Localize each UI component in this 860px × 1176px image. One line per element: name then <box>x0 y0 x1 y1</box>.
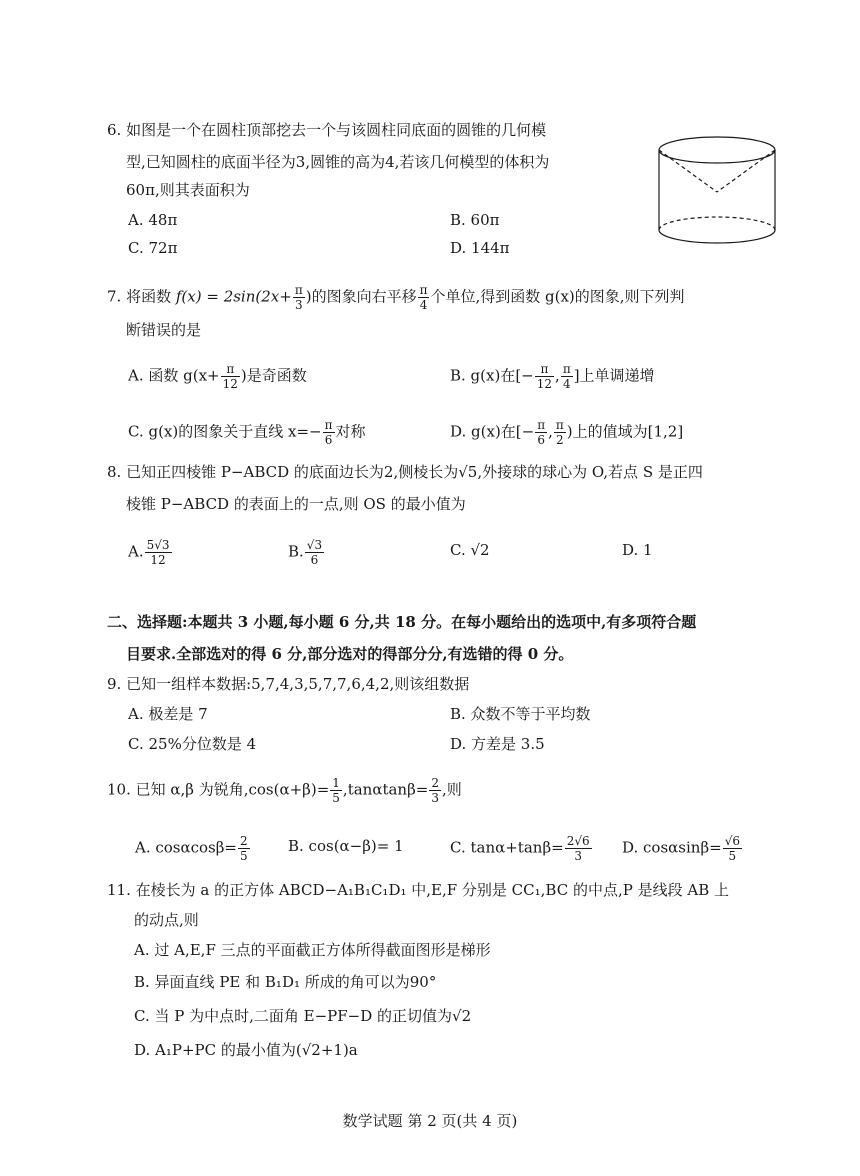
q7-c-den: 6 <box>324 433 333 447</box>
q7-a-num: π <box>221 362 240 377</box>
section-2-heading-line1: 二、选择题:本题共 3 小题,每小题 6 分,共 18 分。在每小题给出的选项中,有多项符合题 <box>107 613 697 631</box>
q8-b-num: √3 <box>306 538 323 552</box>
q10-option-d <box>622 834 743 863</box>
q7-frac-pi-4 <box>418 283 430 312</box>
q9-option-d: D. 方差是 3.5 <box>450 735 545 753</box>
q8-option-b <box>288 538 325 567</box>
q10-option-c <box>450 834 593 863</box>
q10-c-frac <box>565 834 592 863</box>
q8-option-c: C. √2 <box>450 541 490 559</box>
q10-den-2: 3 <box>431 791 439 805</box>
q10-d-num: √6 <box>724 834 740 848</box>
q7-b-text-2: ]上单调递增 <box>573 366 655 385</box>
q10-num-1: 1 <box>332 776 340 790</box>
q7-b-text-1: B. g(x)在[− <box>450 366 534 385</box>
q10-frac-2 <box>429 776 441 805</box>
q7-option-d <box>450 418 683 447</box>
q6-line3: 60π,则其表面积为 <box>126 181 250 199</box>
q6-option-d: D. 144π <box>450 239 510 257</box>
q8-a-label: A. <box>128 542 144 561</box>
q10-num-2: 2 <box>431 776 439 790</box>
q8-a-num: 5√3 <box>146 538 170 552</box>
q10-c-den: 3 <box>574 849 582 863</box>
q10-a-den: 5 <box>240 849 248 863</box>
q7-d-den-2: 2 <box>556 433 564 447</box>
q7-b-den-2: 4 <box>562 377 571 391</box>
q10-d-frac <box>723 834 742 863</box>
q6-option-a: A. 48π <box>128 211 178 229</box>
q6-option-b: B. 60π <box>450 211 500 229</box>
q6-line1: 6. 如图是一个在圆柱顶部挖去一个与该圆柱同底面的圆锥的几何模 <box>107 121 547 139</box>
q10-text-2: ,tanαtanβ= <box>342 780 429 799</box>
q7-line2: 断错误的是 <box>126 321 202 339</box>
q10-c-text: C. tanα+tanβ= <box>450 838 564 857</box>
q7-option-a <box>128 362 307 391</box>
q7-d-den-1: 6 <box>537 433 545 447</box>
q8-a-frac <box>145 538 172 567</box>
q7-b-frac-2 <box>561 362 573 391</box>
q7-d-text-1: D. g(x)在[− <box>450 422 535 441</box>
q7-frac-num: π <box>294 283 303 297</box>
q10-c-num: 2√6 <box>566 834 590 848</box>
q10-option-a <box>135 834 251 863</box>
q8-b-label: B. <box>288 542 304 561</box>
q7-b-den-1: 12 <box>536 377 553 391</box>
cylinder-cone-figure <box>654 130 780 248</box>
section-2-heading-line2: 目要求.全部选对的得 6 分,部分选对的得部分分,有选错的得 0 分。 <box>126 645 574 663</box>
q8-a-den: 12 <box>150 553 166 567</box>
q7-b-num-1: π <box>535 362 554 377</box>
q7-a-den: 12 <box>222 377 238 391</box>
q11-option-a: A. 过 A,E,F 三点的平面截正方体所得截面图形是梯形 <box>134 941 491 959</box>
q7-frac-pi-3 <box>293 283 305 312</box>
q7-d-frac-2 <box>554 418 566 447</box>
q7-b-num-2: π <box>562 362 571 376</box>
q7-a-text-2: )是奇函数 <box>240 366 307 385</box>
q10-d-den: 5 <box>728 849 737 863</box>
q11-line1: 11. 在棱长为 a 的正方体 ABCD−A₁B₁C₁D₁ 中,E,F 分别是 CC₁,BC 的中点,P 是线段 AB 上 <box>107 881 729 899</box>
q7-option-b <box>450 362 655 391</box>
q7-a-frac <box>221 362 240 391</box>
q10-line1 <box>107 776 462 805</box>
page-footer: 数学试题 第 2 页(共 4 页) <box>342 1112 518 1130</box>
q10-a-num: 2 <box>240 834 248 848</box>
q10-text-1: 10. 已知 α,β 为锐角,cos(α+β)= <box>107 780 330 799</box>
q7-text-1: 7. 将函数 <box>107 287 172 306</box>
q7-text-3: 个单位,得到函数 g(x)的图象,则下列判 <box>430 287 685 306</box>
q7-c-text-1: C. g(x)的图象关于直线 x=− <box>128 422 322 441</box>
q7-d-num-2: π <box>555 418 564 432</box>
q7-d-frac-1 <box>535 418 547 447</box>
q6-line2: 型,已知圆柱的底面半径为3,圆锥的高为4,若该几何模型的体积为 <box>126 153 550 171</box>
q7-d-text-2: )上的值域为[1,2] <box>566 422 684 441</box>
q10-a-frac <box>238 834 250 863</box>
q6-option-c: C. 72π <box>128 239 178 257</box>
q9-option-b: B. 众数不等于平均数 <box>450 705 591 723</box>
q7-option-c <box>128 418 366 447</box>
q7-frac-den: 4 <box>419 298 428 312</box>
q10-a-text: A. cosαcosβ= <box>135 838 237 857</box>
q9-option-a: A. 极差是 7 <box>128 705 208 723</box>
q11-option-b: B. 异面直线 PE 和 B₁D₁ 所成的角可以为90° <box>134 973 437 991</box>
q7-function-f: f(x) = 2sin(2x+ <box>175 287 292 306</box>
q10-d-text: D. cosαsinβ= <box>622 838 722 857</box>
q7-d-num-1: π <box>537 418 546 432</box>
q7-frac-den: 3 <box>294 298 303 312</box>
q7-line1 <box>107 283 685 312</box>
q9-line1: 9. 已知一组样本数据:5,7,4,3,5,7,7,6,4,2,则该组数据 <box>107 675 470 693</box>
q11-option-c: C. 当 P 为中点时,二面角 E−PF−D 的正切值为√2 <box>134 1007 472 1025</box>
q10-text-3: ,则 <box>441 780 462 799</box>
q8-line1: 8. 已知正四棱锥 P−ABCD 的底面边长为2,侧棱长为√5,外接球的球心为 O,若点 S 是正四 <box>107 463 703 481</box>
q10-option-b: B. cos(α−β)= 1 <box>288 837 404 855</box>
q9-option-c: C. 25%分位数是 4 <box>128 735 257 753</box>
q7-b-frac-1 <box>535 362 554 391</box>
q11-option-d: D. A₁P+PC 的最小值为(√2+1)a <box>134 1041 358 1059</box>
q8-b-frac <box>305 538 324 567</box>
q10-den-1: 5 <box>332 791 340 805</box>
q7-c-text-2: 对称 <box>335 422 366 441</box>
q7-b-comma: , <box>555 366 560 385</box>
q10-frac-1 <box>330 776 342 805</box>
q8-line2: 棱锥 P−ABCD 的表面上的一点,则 OS 的最小值为 <box>126 495 466 513</box>
q7-c-frac <box>323 418 335 447</box>
q8-option-d: D. 1 <box>622 541 653 559</box>
q7-a-text-1: A. 函数 g(x+ <box>128 366 220 385</box>
q7-frac-num: π <box>419 283 428 297</box>
q11-line2: 的动点,则 <box>134 911 199 929</box>
q7-text-2: )的图象向右平移 <box>305 287 417 306</box>
q8-option-a <box>128 538 173 567</box>
q7-d-comma: , <box>548 422 553 441</box>
q7-c-num: π <box>324 418 333 432</box>
q8-b-den: 6 <box>310 553 319 567</box>
